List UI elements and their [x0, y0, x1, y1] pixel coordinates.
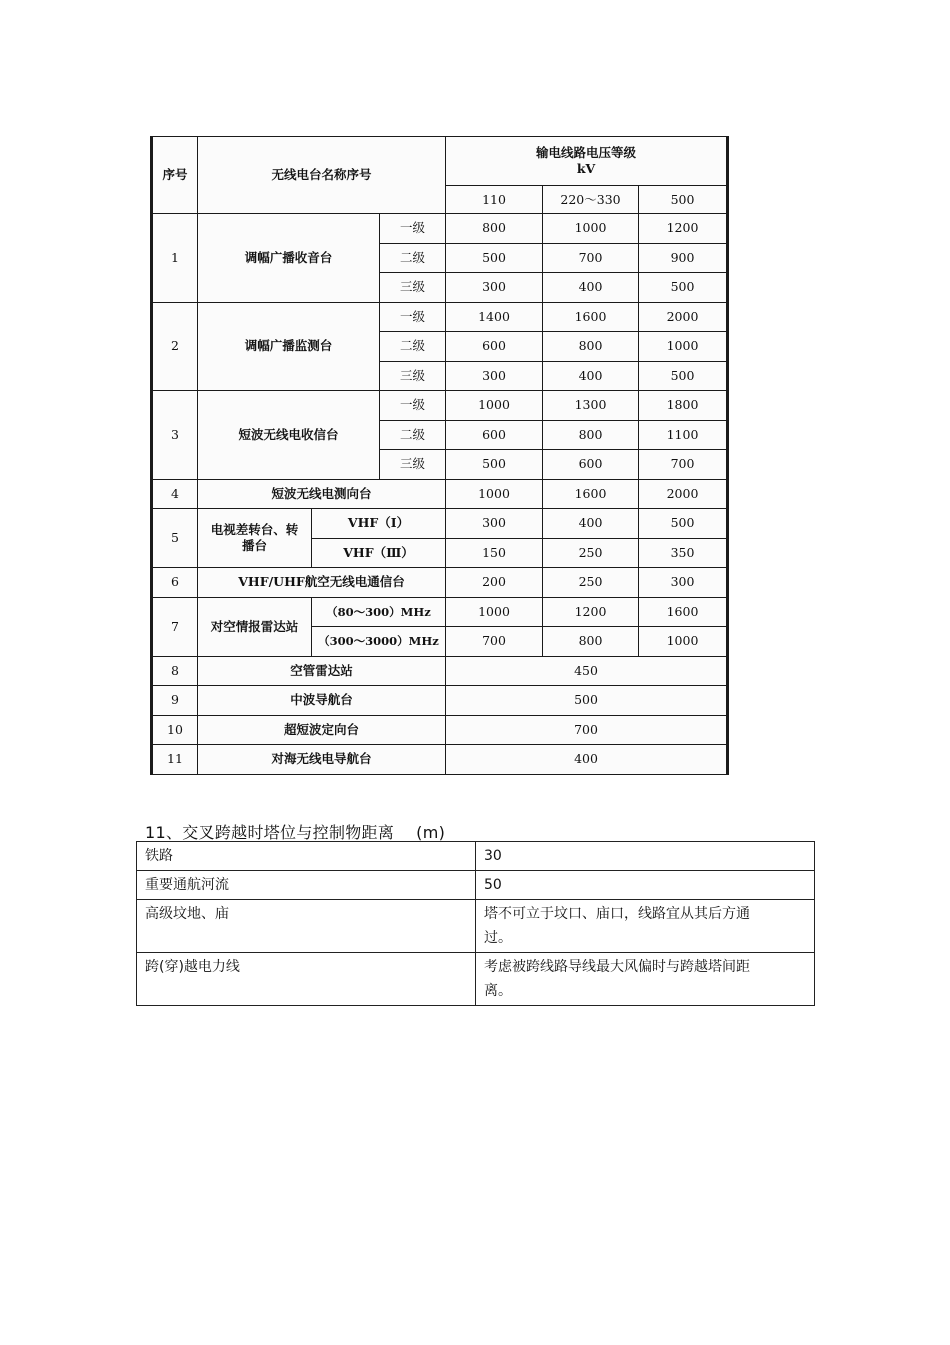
crossing-distance-table	[136, 841, 815, 1006]
station-name: 对海无线电导航台	[198, 745, 446, 775]
item-cell: 重要通航河流	[137, 871, 476, 900]
value-cell: 900	[639, 243, 728, 273]
station-name: 超短波定向台	[198, 715, 446, 745]
value-cell: 500	[639, 273, 728, 303]
table-row	[152, 302, 728, 332]
header-voltage-220-330: 220～330	[543, 186, 639, 214]
value-cell: 1600	[639, 597, 728, 627]
station-name: 调幅广播监测台	[198, 302, 380, 391]
table-row	[152, 597, 728, 627]
value-cell: 30	[476, 842, 815, 871]
value-cell: 1000	[446, 597, 543, 627]
station-name	[198, 509, 312, 568]
grade-label: 一级	[380, 214, 446, 244]
item-cell: 高级坟地、庙	[137, 900, 476, 953]
station-name: 短波无线电测向台	[198, 479, 446, 509]
grade-label: 二级	[380, 243, 446, 273]
value-cell: 600	[543, 450, 639, 480]
table-row	[137, 871, 815, 900]
value-cell: 50	[476, 871, 815, 900]
grade-label: 一级	[380, 302, 446, 332]
row-number: 7	[152, 597, 198, 656]
value-cell: 500	[639, 361, 728, 391]
station-name: VHF/UHF航空无线电通信台	[198, 568, 446, 598]
value-cell: 250	[543, 568, 639, 598]
grade-label: 二级	[380, 332, 446, 362]
table-row	[152, 479, 728, 509]
header-voltage-110: 110	[446, 186, 543, 214]
value-cell: 1200	[639, 214, 728, 244]
row-number: 6	[152, 568, 198, 598]
table-row	[152, 391, 728, 421]
value-cell: 1400	[446, 302, 543, 332]
table-row	[152, 509, 728, 539]
value-cell: 2000	[639, 479, 728, 509]
value-cell: 1000	[446, 479, 543, 509]
value-cell: 800	[446, 214, 543, 244]
table-row	[152, 656, 728, 686]
value-cell: 1000	[639, 627, 728, 657]
value-cell: 1000	[639, 332, 728, 362]
table-row	[152, 745, 728, 775]
sub-category: （80～300）MHz	[312, 597, 446, 627]
row-number: 8	[152, 656, 198, 686]
row-number: 5	[152, 509, 198, 568]
table-row	[137, 953, 815, 1006]
value-cell: 500	[446, 243, 543, 273]
value-cell: 400	[446, 745, 728, 775]
value-cell: 300	[446, 509, 543, 539]
value-cell: 1000	[543, 214, 639, 244]
value-cell: 800	[543, 332, 639, 362]
sub-category: VHF（Ⅰ）	[312, 509, 446, 539]
value-cell: 250	[543, 538, 639, 568]
item-cell: 铁路	[137, 842, 476, 871]
value-cell: 1600	[543, 479, 639, 509]
value-line-2: 过。	[484, 930, 512, 946]
value-cell: 500	[446, 686, 728, 716]
section-unit: (m)	[416, 823, 446, 842]
table-row	[152, 214, 728, 244]
value-cell: 350	[639, 538, 728, 568]
value-cell: 1100	[639, 420, 728, 450]
grade-label: 二级	[380, 420, 446, 450]
row-number: 3	[152, 391, 198, 480]
row-number: 10	[152, 715, 198, 745]
value-cell: 300	[446, 273, 543, 303]
header-voltage	[446, 137, 728, 186]
header-seq: 序号	[152, 137, 198, 214]
radio-station-distance-table-scan	[150, 136, 726, 774]
header-voltage-500: 500	[639, 186, 728, 214]
section-title: 11、交叉跨越时塔位与控制物距离	[145, 823, 395, 842]
value-cell	[476, 900, 815, 953]
value-cell: 1600	[543, 302, 639, 332]
header-voltage-title: 输电线路电压等级	[536, 145, 637, 160]
value-cell: 400	[543, 273, 639, 303]
radio-station-distance-table	[150, 136, 729, 775]
table-row	[137, 900, 815, 953]
value-cell: 1200	[543, 597, 639, 627]
station-name-line-1: 电视差转台、转	[210, 522, 299, 537]
value-cell: 600	[446, 420, 543, 450]
value-cell	[476, 953, 815, 1006]
header-station-name: 无线电台名称序号	[198, 137, 446, 214]
item-cell: 跨(穿)越电力线	[137, 953, 476, 1006]
value-cell: 300	[639, 568, 728, 598]
row-number: 1	[152, 214, 198, 303]
value-line-2: 离。	[484, 983, 512, 999]
station-name: 空管雷达站	[198, 656, 446, 686]
table-row	[152, 715, 728, 745]
value-cell: 400	[543, 509, 639, 539]
value-cell: 600	[446, 332, 543, 362]
value-cell: 1000	[446, 391, 543, 421]
row-number: 11	[152, 745, 198, 775]
grade-label: 三级	[380, 361, 446, 391]
station-name: 中波导航台	[198, 686, 446, 716]
row-number: 2	[152, 302, 198, 391]
value-cell: 500	[446, 450, 543, 480]
grade-label: 三级	[380, 450, 446, 480]
sub-category: VHF（Ⅲ）	[312, 538, 446, 568]
value-cell: 300	[446, 361, 543, 391]
row-number: 9	[152, 686, 198, 716]
station-name: 短波无线电收信台	[198, 391, 380, 480]
value-cell: 700	[446, 627, 543, 657]
table-row	[152, 568, 728, 598]
section-heading	[145, 820, 445, 843]
value-cell: 450	[446, 656, 728, 686]
row-number: 4	[152, 479, 198, 509]
value-cell: 2000	[639, 302, 728, 332]
value-cell: 800	[543, 627, 639, 657]
value-line-1: 塔不可立于坟口、庙口，线路宜从其后方通	[484, 906, 750, 922]
value-cell: 700	[446, 715, 728, 745]
value-cell: 700	[639, 450, 728, 480]
header-voltage-unit: kV	[576, 161, 596, 176]
station-name-line-2: 播台	[241, 538, 267, 553]
grade-label: 三级	[380, 273, 446, 303]
value-cell: 800	[543, 420, 639, 450]
station-name: 对空情报雷达站	[198, 597, 312, 656]
table-row	[152, 686, 728, 716]
value-cell: 500	[639, 509, 728, 539]
sub-category: （300～3000）MHz	[312, 627, 446, 657]
value-line-1: 考虑被跨线路导线最大风偏时与跨越塔间距	[484, 959, 750, 975]
station-name: 调幅广播收音台	[198, 214, 380, 303]
value-cell: 200	[446, 568, 543, 598]
value-cell: 1800	[639, 391, 728, 421]
value-cell: 400	[543, 361, 639, 391]
table-row	[137, 842, 815, 871]
value-cell: 150	[446, 538, 543, 568]
value-cell: 1300	[543, 391, 639, 421]
grade-label: 一级	[380, 391, 446, 421]
value-cell: 700	[543, 243, 639, 273]
